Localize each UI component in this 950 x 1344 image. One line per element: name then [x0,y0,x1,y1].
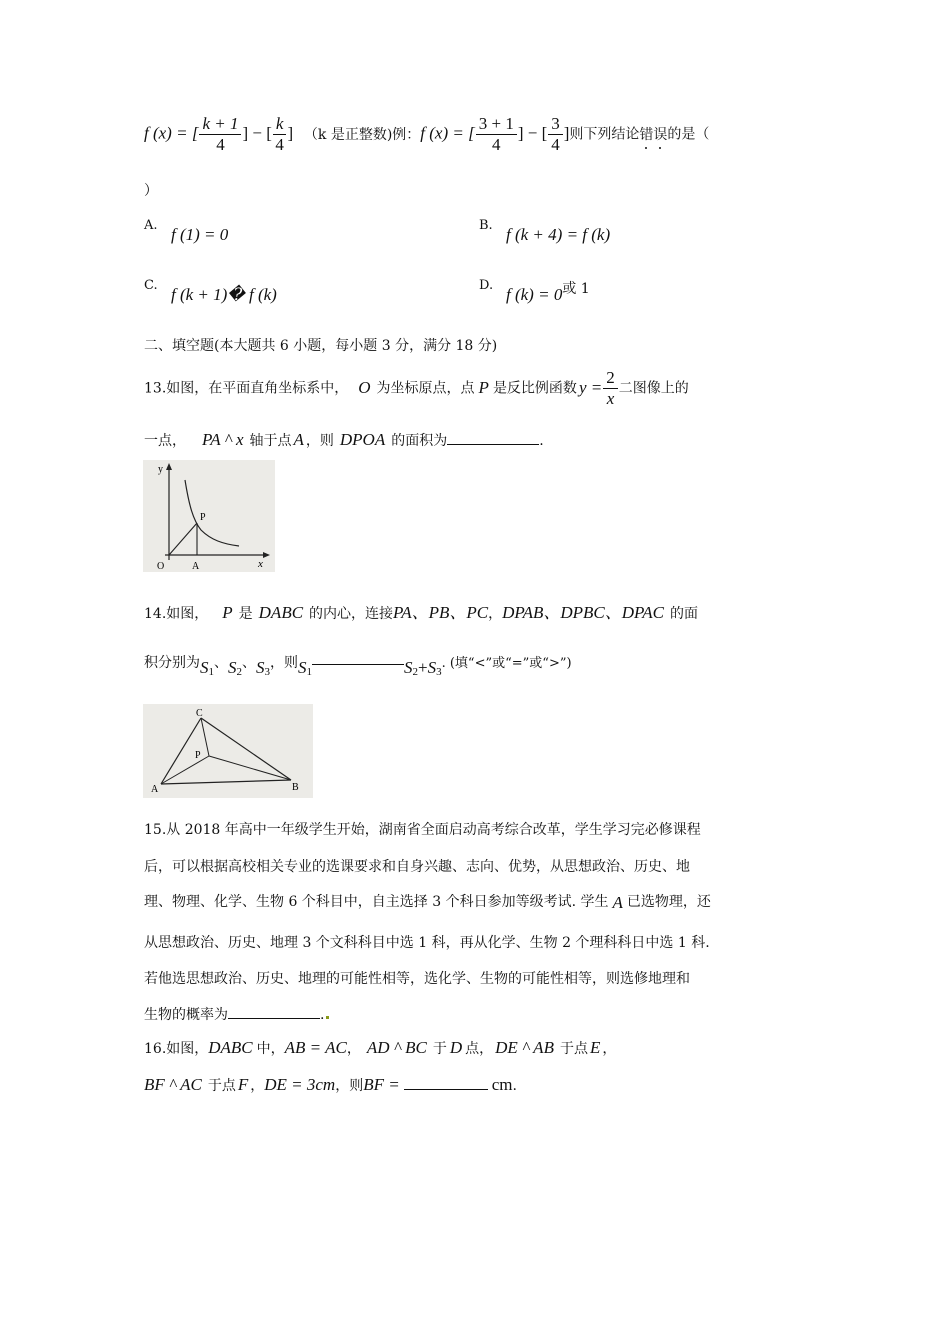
q12-frac1 [199,114,241,155]
q16-perp2: DE ^ AB [495,1038,554,1057]
q12-close: ] [287,123,294,143]
label-a: A [151,784,159,795]
q12-frac4-den: 4 [551,135,560,154]
q14-line1 [144,598,698,623]
q14-s1-b: S [298,658,307,677]
q12-paren-close: ） [144,183,158,199]
q13-O: O [358,377,371,397]
q13-part4: 二图像上的 [618,380,689,397]
label-p: P [200,512,206,523]
q13-end: . [539,433,544,449]
q16-l1-a: 16.如图， [144,1041,209,1057]
label-y: y [158,464,163,475]
q12-example-close: ] [563,123,570,143]
q13-line1 [144,368,689,409]
q12-frac3-num: 3 + 1 [476,114,517,135]
q16-l1-f: 于点 [559,1041,588,1057]
q15-line2: 后，可以根据高校相关专业的选课要求和自身兴趣、志向、优势，从思想政治、历史、地 [144,859,690,875]
stray-dot [326,1016,329,1019]
q13-part1: 13.如图，在平面直角坐标系中， [144,380,349,397]
q13-line2-a: 一点， [144,433,186,449]
q12-frac3-den: 4 [492,135,501,154]
option-a-label: A. [144,218,158,233]
q13-answer-blank [447,444,539,445]
q12-note: （k 是正整数)例： [303,126,421,143]
q14-part1: 14.如图， [144,606,209,622]
q12-frac1-num: k + 1 [199,114,241,135]
q13-frac-num: 2 [603,368,618,389]
q16-bf: BF = [363,1075,400,1094]
hyperbola-curve [185,480,239,546]
q16-l2-c: ，则 [335,1078,364,1094]
label-p: P [195,750,201,761]
q15-line4: 从思想政治、历史、地理 3 个文科科目中选 1 科，再从化学、生物 2 个理科科日中选 1 科. [144,935,710,951]
label-c: C [196,708,203,719]
q16-line2 [144,1075,517,1095]
q13-triangle: DPOA [339,430,386,449]
q14-s1-b-sub: 1 [306,665,312,678]
q16-perp3: BF ^ AC [144,1075,202,1094]
q16-answer-blank [404,1089,488,1090]
q12-frac2 [273,114,287,155]
segment-op [169,523,197,555]
q16-l1-g: ， [602,1041,617,1057]
q14-tri-abc: DABC [258,603,304,622]
q14-s3-b: S [427,658,437,677]
q16-end: . [512,1078,517,1094]
q14-line2-a: 积分别为 [144,655,200,671]
q13-frac-den: x [606,389,615,408]
q15-end: . [320,1007,325,1023]
q16-l1-d: 于 [432,1041,447,1057]
q12-frac2-den: 4 [275,135,284,154]
q14-P: P [222,603,233,622]
q14-comma: ， [488,606,503,622]
q12-tail-2: 的是（ [667,126,710,143]
q16-perp1: AD ^ BC [366,1038,427,1057]
q16-l2-a: 于点 [207,1078,236,1094]
q14-s2-b-sub: 2 [412,665,418,678]
option-d-line [506,278,590,304]
q13-perp: PA ^ x [202,430,244,449]
q13-y-eq: y = [578,377,603,397]
q14-s3: S [256,658,265,677]
q14-s1-sub: 1 [208,665,214,678]
q14-s2: S [228,658,237,677]
q16-line1 [144,1038,616,1058]
q14-figure [143,704,313,798]
option-d-label: D. [479,278,494,293]
q12-frac1-den: 4 [216,135,225,154]
side-cb [201,718,291,780]
q12-emph-1: 错 [639,126,654,143]
q14-line2 [144,652,572,678]
q16-de: DE = 3cm [264,1075,336,1094]
label-b: B [292,782,299,793]
q14-part4: 的面 [669,606,698,622]
q13-line2-d: 的面积为 [391,433,448,449]
option-d-suffix: 或 1 [562,281,590,297]
q15-line6 [144,1004,329,1024]
q14-part2: 是 [238,606,253,622]
q13-figure [143,460,275,572]
q14-sep1: 、 [214,655,228,671]
option-b-text: f (k + 4) = f (k) [506,225,611,244]
q16-E: E [589,1038,601,1057]
q12-example-mid: ] − [ [517,123,548,143]
q14-sep2: 、 [242,655,256,671]
q12-frac4 [548,114,563,155]
q13-part2: 为坐标原点，点 [376,380,475,397]
q12-lhs: f (x) = [ [144,123,199,143]
q13-part3: 是反比例函数 [492,380,577,397]
q12-frac4-num: 3 [548,114,563,135]
q12-tail-1: 则下列结论 [569,126,640,143]
segment-pa [161,756,209,784]
option-b-label: B. [479,218,493,233]
q14-segs: PA、PB、PC [393,603,489,622]
q15-line3-b: 已选物理，还 [626,894,711,910]
q12-frac2-num: k [273,114,287,135]
q14-answer-blank [312,664,404,665]
q16-unit: cm [491,1075,513,1094]
q16-l1-e: 点， [465,1041,494,1057]
q12-frac3 [476,114,517,155]
q12-formula-line [144,114,709,155]
q12-example-lhs: f (x) = [ [420,123,475,143]
q14-then: ，则 [270,655,298,671]
q13-A: A [293,430,304,449]
option-c-label: C. [144,278,158,293]
section2-heading: 二、填空题(本大题共 6 小题，每小题 3 分，满分 18 分) [144,338,498,354]
label-o: O [157,561,165,572]
q14-s3-b-sub: 3 [436,665,442,678]
q14-triangle-figure [143,704,313,798]
q14-s2-sub: 2 [236,665,242,678]
option-c-text: f (k + 1)� f (k) [171,285,277,304]
q13-graph [143,460,275,572]
q13-line2-b: 轴于点 [249,433,292,449]
q14-plus: + [418,658,428,677]
q16-eq1: AB = AC [284,1038,347,1057]
label-x: x [258,558,263,570]
q14-s3-sub: 3 [264,665,270,678]
q14-tail: . (填“<”或“=”或“>”) [441,656,572,671]
q16-D: D [449,1038,463,1057]
q15-line3 [144,891,711,911]
q14-s1: S [200,658,209,677]
q15-line3-a: 理、物理、化学、生物 6 个科目中，自主选择 3 个科日参加等级考试. 学生 [144,894,609,910]
x-axis-arrow [263,552,270,558]
q13-P: P [478,377,489,397]
q14-tris: DPAB、DPBC、DPAC [502,603,664,622]
q15-line5: 若他选思想政治、历史、地理的可能性相等，选化学、生物的可能性相等，则选修地理和 [144,971,690,987]
y-axis-arrow [166,463,172,470]
q15-A: A [612,893,623,912]
q16-l2-b: ， [250,1078,265,1094]
q16-l1-b: 中， [256,1041,285,1057]
option-d-text: f (k) = 0 [506,285,563,304]
q16-F: F [237,1075,249,1094]
q15-line1: 15.从 2018 年高中一年级学生开始，湖南省全面启动高考综合改革，学生学习完必修课程 [144,822,701,838]
q13-line2 [144,430,544,450]
q16-triangle: DABC [208,1038,253,1057]
side-ab [161,780,291,784]
q14-part3: 的内心，连接 [309,606,394,622]
q13-line2-c: ，则 [305,433,334,449]
q13-frac [603,368,618,409]
label-a: A [192,561,200,572]
q14-s2-b: S [404,658,413,677]
segment-pb [209,756,291,780]
segment-pc [201,718,209,756]
q15-answer-blank [228,1018,320,1019]
q12-mid: ] − [ [242,123,272,143]
option-a-text: f (1) = 0 [171,225,229,244]
q12-emph-2: 误 [653,126,668,143]
q16-l1-c: ， [346,1041,361,1057]
q15-line6-text: 生物的概率为 [144,1007,228,1023]
